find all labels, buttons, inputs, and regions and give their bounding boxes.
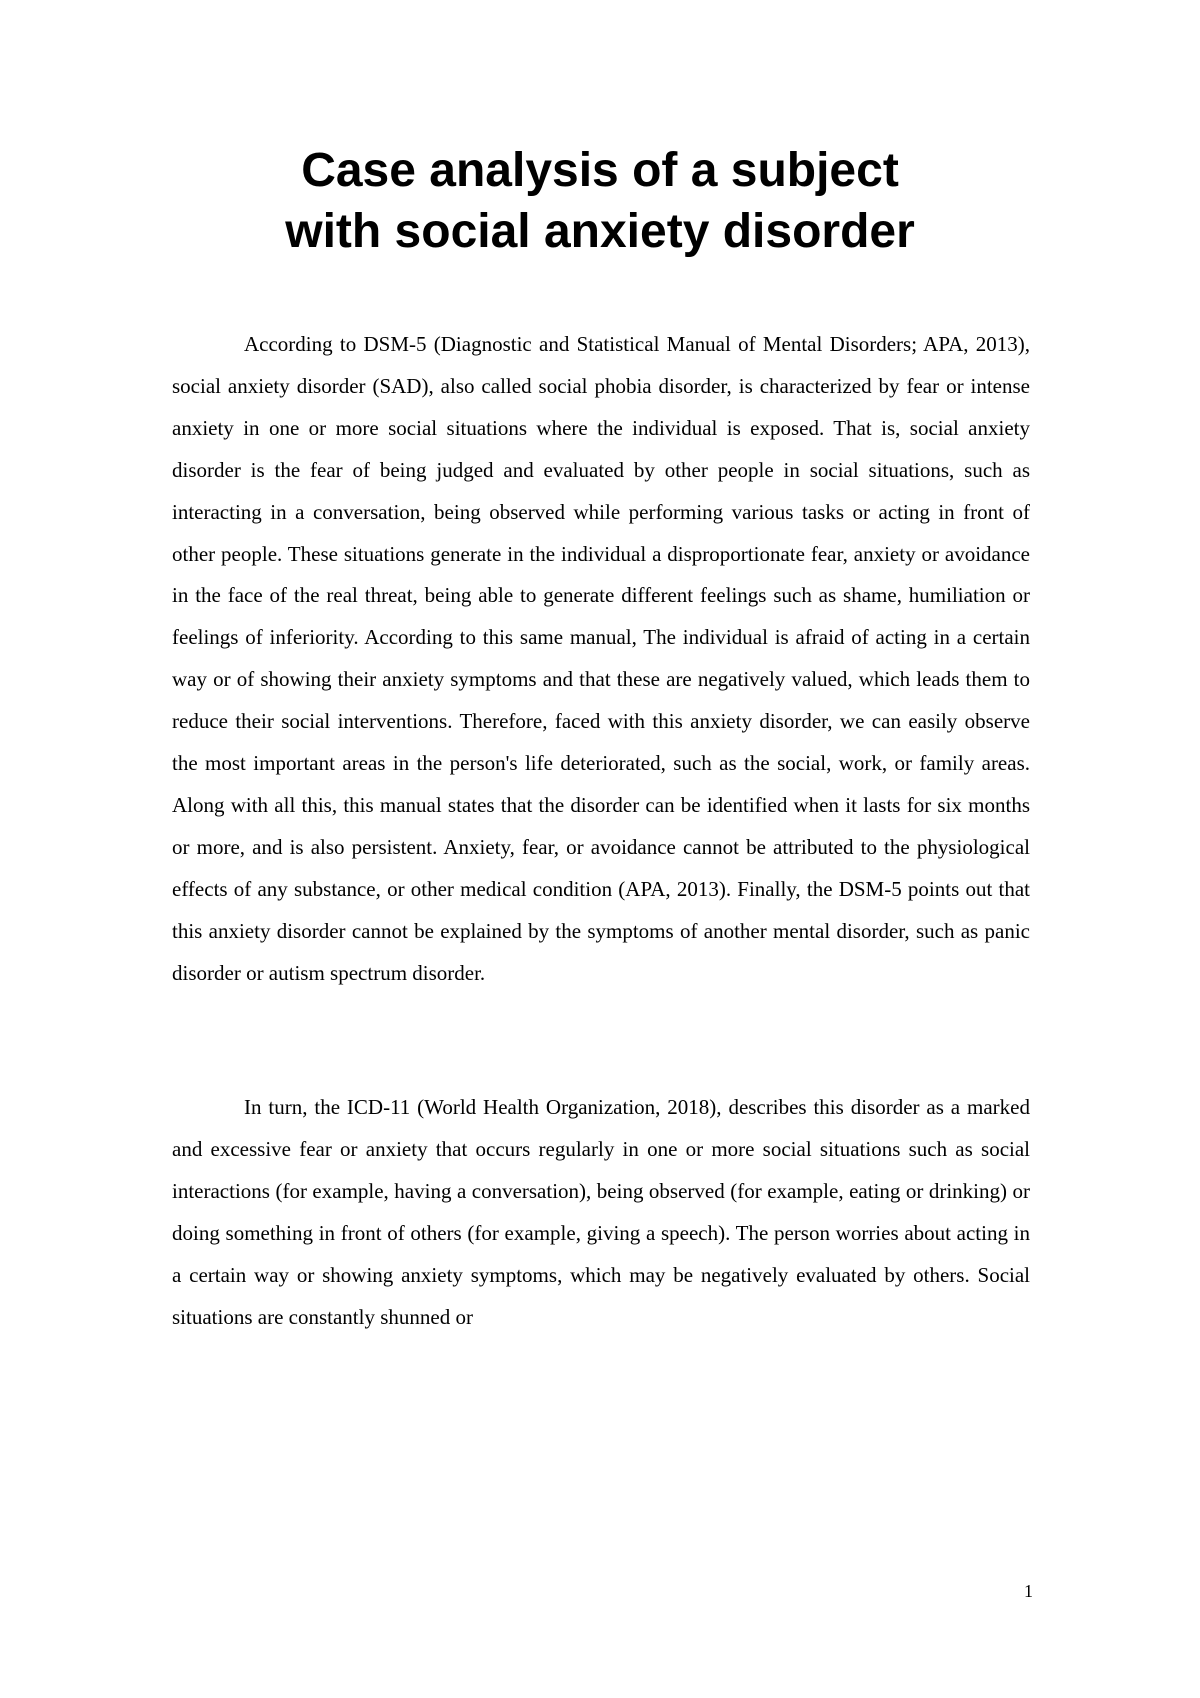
title-line-2: with social anxiety disorder (285, 205, 915, 258)
body-paragraph-2: In turn, the ICD-11 (World Health Organization, 2018), describes this disorder as a marked and excessive fear or anxiety that occurs regularly in one or more social situations such as social interactions (for example, having a conversation), being observed (for example, eating or drinking) or doing something in front of others (for example, giving a speech). The person worries about acting in a certain way or showing anxiety symptoms, which may be negatively evaluated by others. Social situations are constantly shunned or (172, 1095, 1030, 1329)
page-number: 1 (1024, 1581, 1033, 1601)
body-paragraph-1: According to DSM-5 (Diagnostic and Statistical Manual of Mental Disorders; APA, 2013), social anxiety disorder (SAD), also called social phobia disorder, is characterized by fear or intense anxiety in one or more social situations where the individual is exposed. That is, social anxiety disorder is the fear of being judged and evaluated by other people in social situations, such as interacting in a conversation, being observed while performing various tasks or acting in front of other people. These situations generate in the individual a disproportionate fear, anxiety or avoidance in the face of the real threat, being able to generate different feelings such as shame, humiliation or feelings of inferiority. According to this same manual, The individual is afraid of acting in a certain way or of showing their anxiety symptoms and that these are negatively valued, which leads them to reduce their social interventions. Therefore, faced with this anxiety disorder, we can easily observe the most important areas in the person's life deteriorated, such as the social, work, or family areas. Along with all this, this manual states that the disorder can be identified when it lasts for six months or more, and is also persistent. Anxiety, fear, or avoidance cannot be attributed to the physiological effects of any substance, or other medical condition (APA, 2013). Finally, the DSM-5 points out that this anxiety disorder cannot be explained by the symptoms of another mental disorder, such as panic disorder or autism spectrum disorder. (172, 332, 1030, 985)
document-title (170, 140, 1030, 262)
title-line-1: Case analysis of a subject (301, 144, 899, 197)
